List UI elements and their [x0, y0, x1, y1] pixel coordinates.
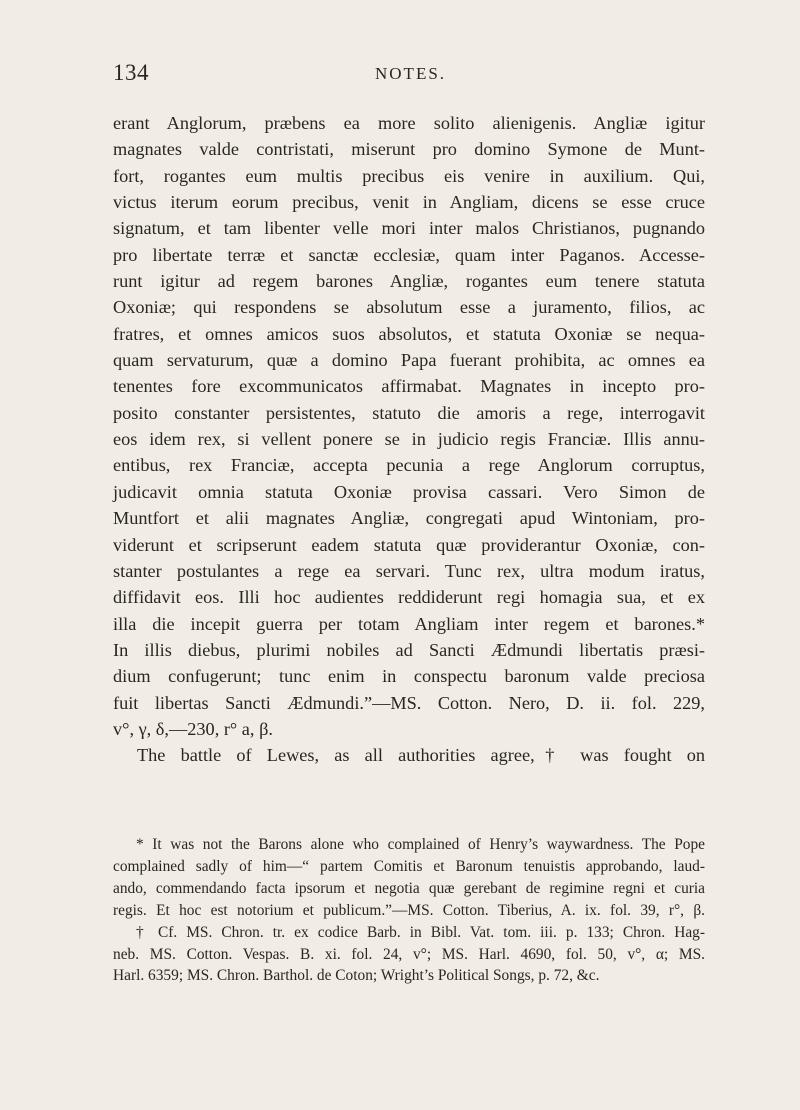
text-line: quam servaturum, quæ a domino Papa fuerant prohibita, ac omnes ea [113, 350, 705, 371]
footnote-line: neb. MS. Cotton. Vespas. B. xi. fol. 24, v°; MS. Harl. 4690, fol. 50, v°, α; MS. [113, 945, 705, 963]
footnote-line: * It was not the Barons alone who complained of Henry’s waywardness. The Pope [136, 836, 705, 853]
text-line: pro libertate terræ et sanctæ ecclesiæ, quam inter Paganos. Accesse- [113, 244, 705, 265]
text-line: signatum, et tam libenter velle mori inter malos Christianos, pugnando [113, 218, 705, 239]
text-line: The battle of Lewes, as all authorities agree,† was fought on [137, 745, 705, 766]
text-line: Muntfort et alii magnates Angliæ, congregati apud Wintoniam, pro- [113, 508, 705, 529]
text-line: entibus, rex Franciæ, accepta pecunia a rege Anglorum corruptus, [113, 455, 705, 476]
page-number: 134 [113, 60, 149, 85]
text-line: dium confugerunt; tunc enim in conspectu baronum valde preciosa [113, 666, 705, 687]
text-line: fort, rogantes eum multis precibus eis venire in auxilium. Qui, [113, 165, 705, 186]
text-line: tenentes fore excommunicatos affirmabat. Magnates in incepto pro- [113, 376, 705, 397]
footnote-line: † Cf. MS. Chron. tr. ex codice Barb. in Bibl. Vat. tom. iii. p. 133; Chron. Hag- [136, 923, 705, 941]
text-line: runt igitur ad regem barones Angliæ, rogantes eum tenere statuta [113, 271, 705, 292]
text-line: viderunt et scripserunt eadem statuta quæ providerantur Oxoniæ, con- [113, 534, 705, 555]
text-line: illa die incepit guerra per totam Angliam inter regem et barones.* [113, 613, 705, 634]
running-head: NOTES. [375, 64, 447, 83]
text-line: fratres, et omnes amicos suos absolutos, et statuta Oxoniæ se nequa- [113, 323, 705, 344]
text-line: eos idem rex, si vellent ponere se in judicio regis Franciæ. Illis annu- [113, 429, 705, 450]
footnote-line: ando, commendando facta ipsorum et negotia quæ gerebant de regimine regni et curia [113, 879, 705, 897]
text-line: fuit libertas Sancti Ædmundi.”—MS. Cotton. Nero, D. ii. fol. 229, [113, 692, 705, 713]
text-line: posito constanter persistentes, statuto die amoris a rege, interrogavit [113, 402, 705, 423]
footnote-line: complained sadly of him—“ partem Comitis et Baronum tenuistis approbando, laud- [113, 857, 705, 875]
text-line: In illis diebus, plurimi nobiles ad Sancti Ædmundi libertatis præsi- [113, 639, 705, 660]
text-line: victus iterum eorum precibus, venit in Angliam, dicens se esse cruce [113, 192, 705, 213]
text-line: Oxoniæ; qui respondens se absolutum esse a juramento, filios, ac [113, 297, 705, 318]
footnote-line: regis. Et hoc est notorium et publicum.”—MS. Cotton. Tiberius, A. ix. fol. 39, r°, β. [113, 901, 705, 919]
footnotes [113, 834, 705, 987]
text-line: stanter postulantes a rege ea servari. Tunc rex, ultra modum iratus, [113, 560, 705, 581]
main-text [113, 110, 705, 769]
text-line: v°, γ, δ,—230, r° a, β. [113, 718, 273, 739]
footnote-line: Harl. 6359; MS. Chron. Barthol. de Coton; Wright’s Political Songs, p. 72, &c. [113, 967, 600, 985]
text-line: magnates valde contristati, miserunt pro domino Symone de Munt- [113, 139, 705, 160]
page-header [113, 60, 703, 90]
text-line: judicavit omnia statuta Oxoniæ provisa cassari. Vero Simon de [113, 481, 705, 502]
text-line: erant Anglorum, præbens ea more solito alienigenis. Angliæ igitur [113, 113, 705, 133]
text-line: diffidavit eos. Illi hoc audientes reddiderunt regi homagia sua, et ex [113, 587, 705, 608]
